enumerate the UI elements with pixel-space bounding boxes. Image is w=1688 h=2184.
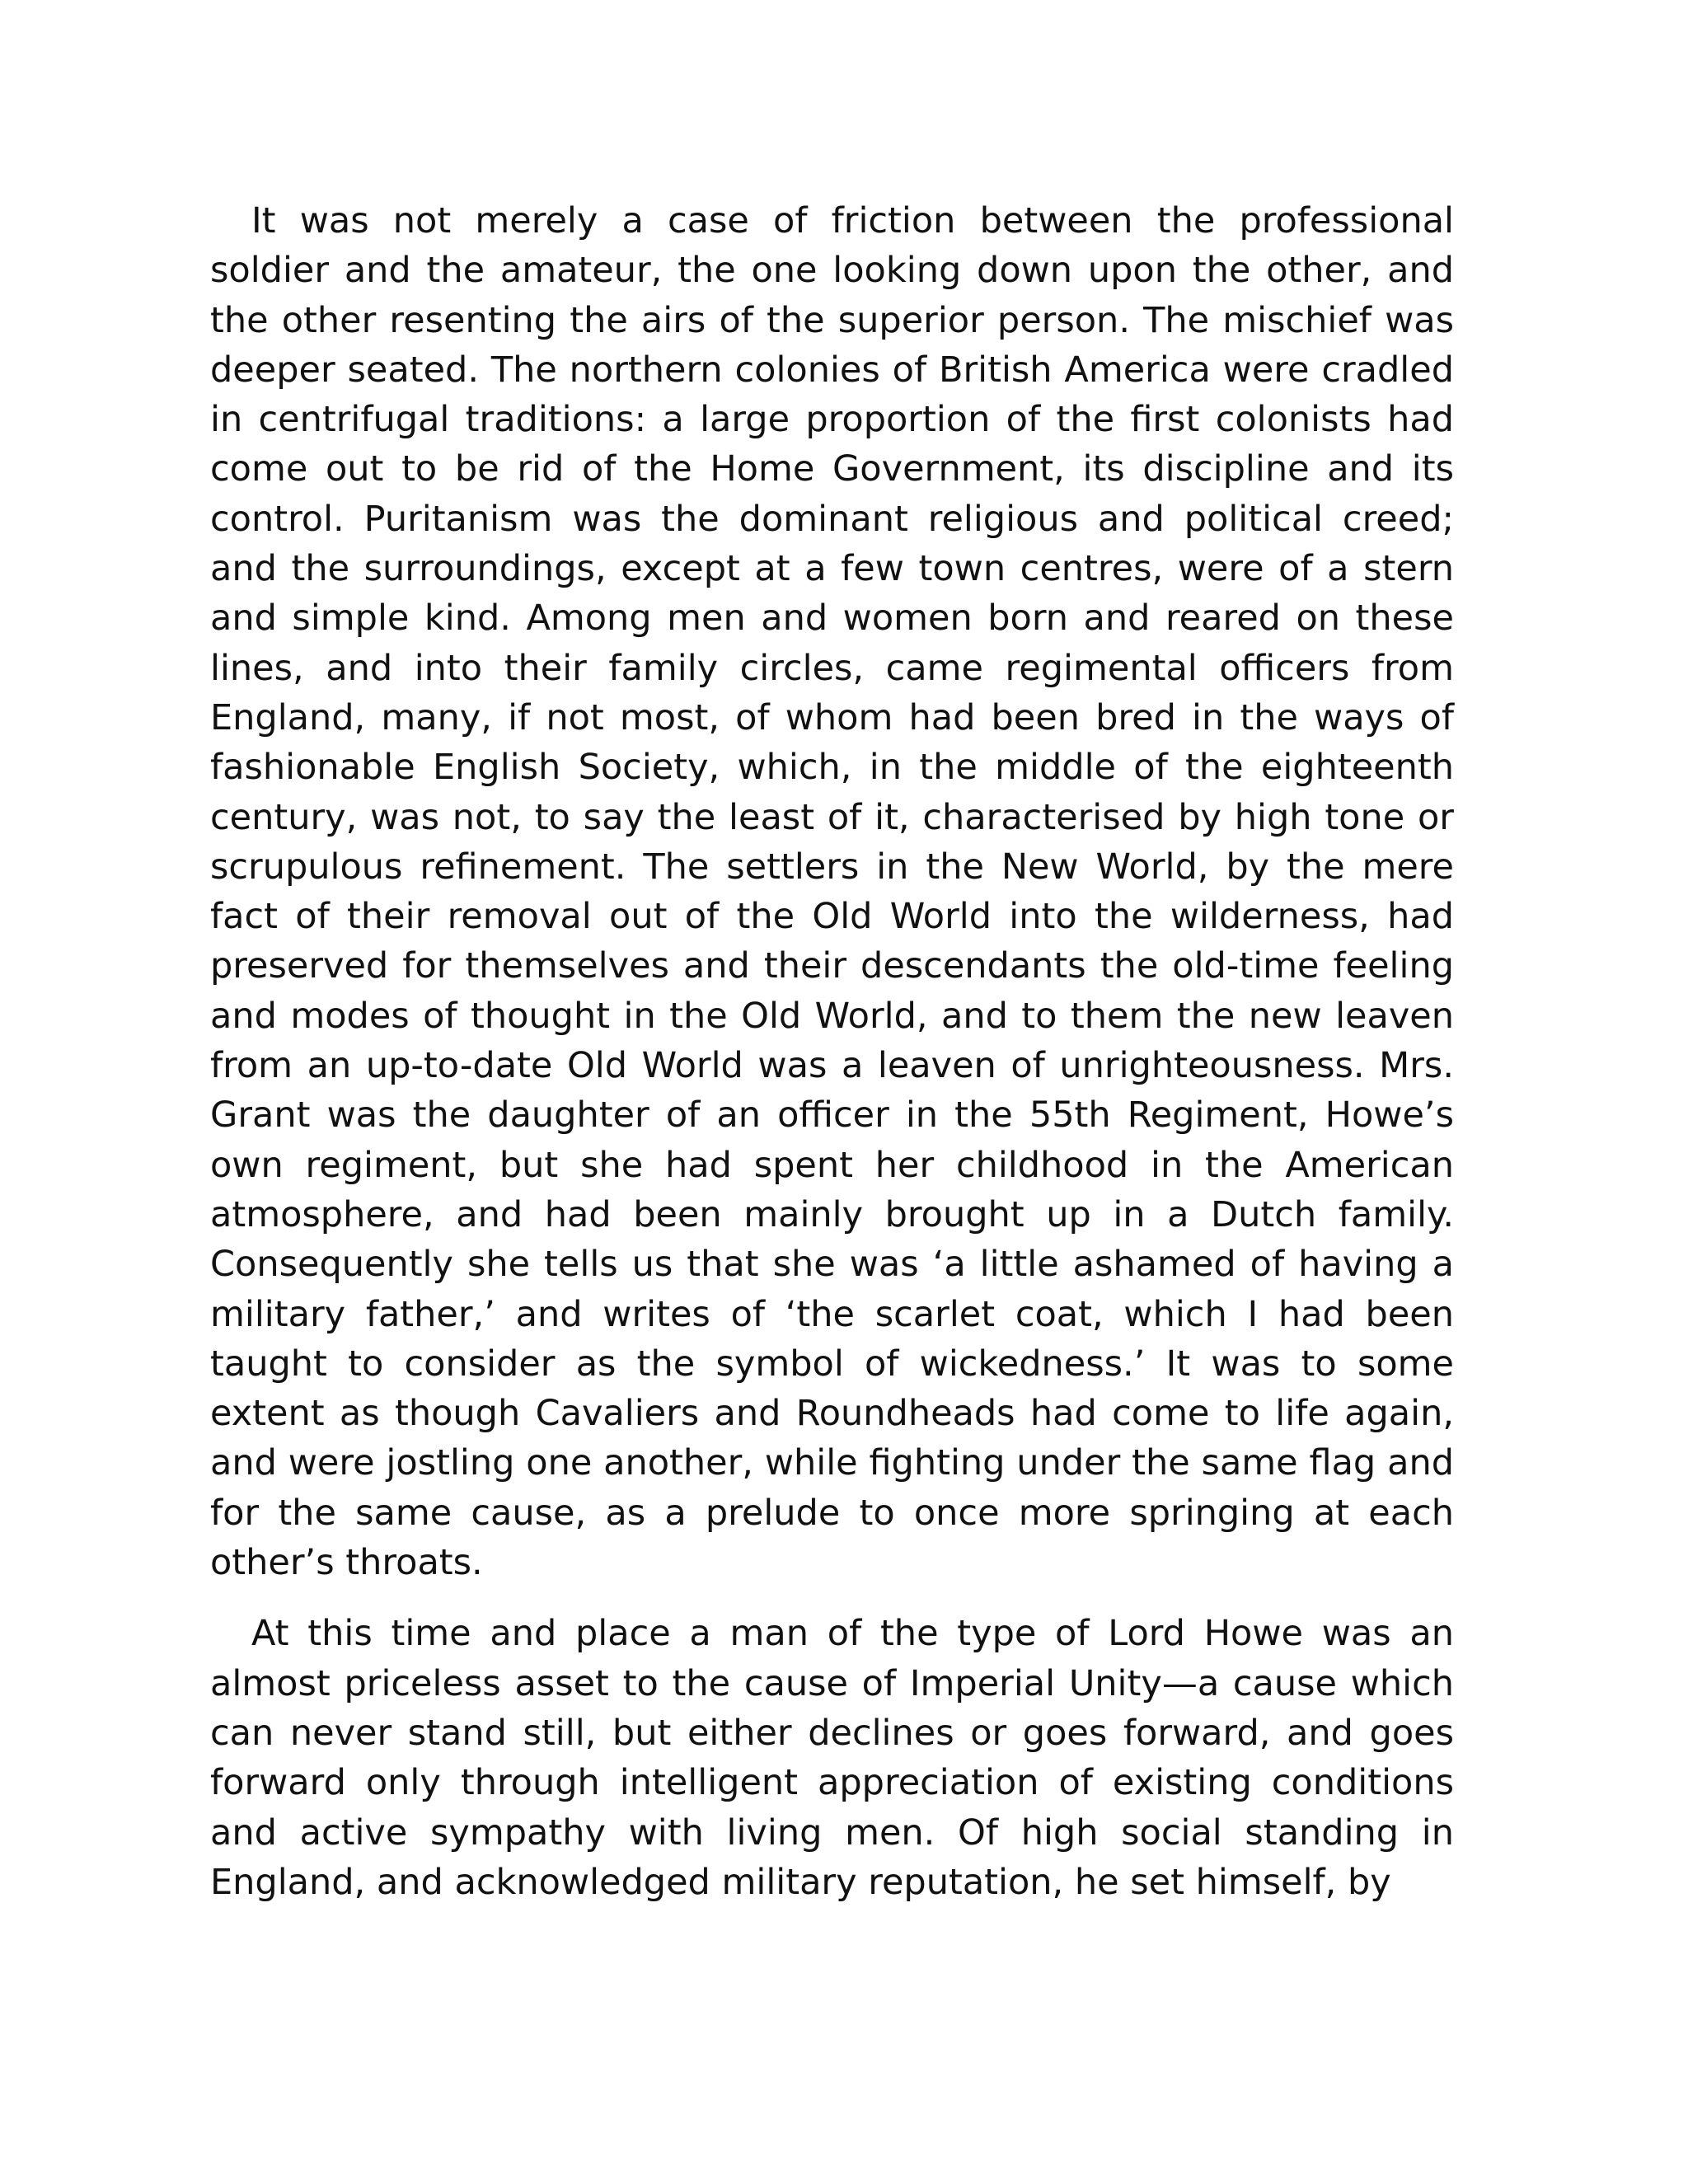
paragraph-1: It was not merely a case of friction between the professional soldier and the amateur, the one looking down upon the other, and the other resenting the airs of the superior person. The mischief was deeper seated. The northern colonies of British America were cradled in centrifugal traditions: a large proportion of the first colonists had come out to be rid of the Home Government, its discipline and its control. Puritanism was the dominant religious and political creed; and the surroundings, except at a few town centres, were of a stern and simple kind. Among men and women born and reared on these lines, and into their family circles, came regimental officers from England, many, if not most, of whom had been bred in the ways of fashionable English Society, which, in the middle of the eighteenth century, was not, to say the least of it, characterised by high tone or scrupulous refinement. The settlers in the New World, by the mere fact of their removal out of the Old World into the wilderness, had preserved for themselves and their descendants the old-time feeling and modes of thought in the Old World, and to them the new leaven from an up-to-date Old World was a leaven of unrighteousness. Mrs. Grant was the daughter of an officer in the 55th Regiment, Howe’s own regiment, but she had spent her childhood in the American atmosphere, and had been mainly brought up in a Dutch family. Consequently she tells us that she was ‘a little ashamed of having a military father,’ and writes of ‘the scarlet coat, which I had been taught to consider as the symbol of wickedness.’ It was to some extent as though Cavaliers and Roundheads had come to life again, and were jostling one another, while fighting under the same flag and for the same cause, as a prelude to once more springing at each other’s throats.: [210, 200, 1454, 1584]
page-body: [210, 196, 1454, 1907]
paragraph-2: At this time and place a man of the type of Lord Howe was an almost priceless asset to the cause of Imperial Unity—a cause which can never stand still, but either declines or goes forward, and goes forward only through intelligent appreciation of existing conditions and active sympathy with living men. Of high social standing in England, and acknowledged military reputation, he set himself, by: [210, 1613, 1454, 1903]
